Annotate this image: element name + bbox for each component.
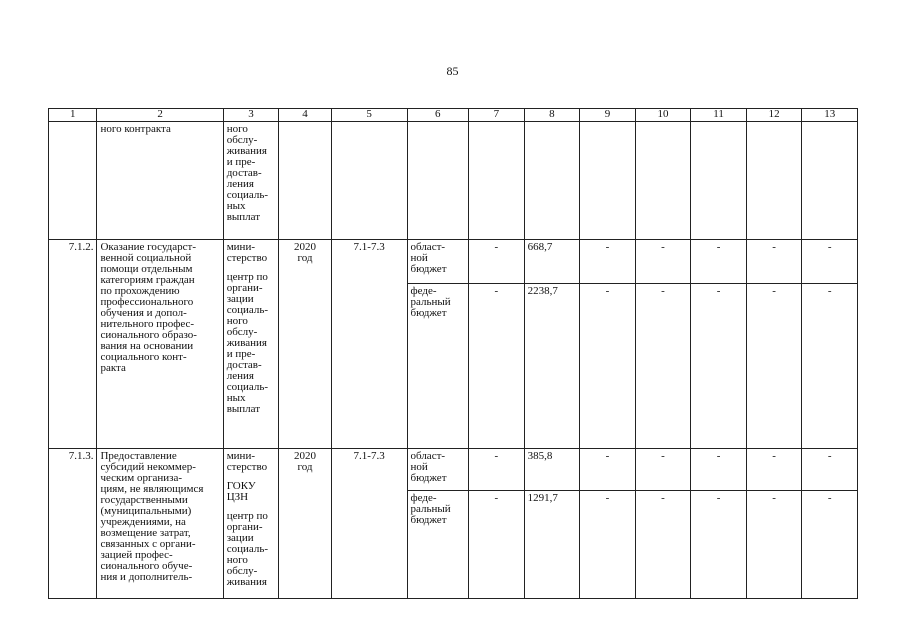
value-cell [469,122,525,240]
table-row [49,240,858,284]
header-cell: 1 [49,109,97,122]
header-cell: 13 [802,109,858,122]
ref-cell [331,122,407,240]
header-cell: 8 [524,109,580,122]
value-cell [691,122,747,240]
value-cell: - [691,449,747,491]
value-cell: 668,7 [524,240,580,284]
header-cell: 7 [469,109,525,122]
year-cell: 2020 год [279,449,332,599]
value-cell [635,122,691,240]
year-cell: 2020 год [279,240,332,449]
value-cell: 385,8 [524,449,580,491]
value-cell: - [802,449,858,491]
value-cell: - [580,449,636,491]
value-cell: - [802,240,858,284]
year-cell [279,122,332,240]
header-cell: 12 [746,109,802,122]
item-number: 7.1.2. [49,240,97,449]
value-cell: - [746,240,802,284]
value-cell: - [469,240,525,284]
executor-ministry: мини- стерство [226,450,268,473]
header-cell: 6 [407,109,469,122]
description-cell: Предоставление субсидий некоммер- ческим организа- циям, не являющимся государственными (муниципальными) учреждениями, на возмещение затрат, связанных с органи- зацией профес- сионального обуче- ния и дополнитель- [97,449,223,599]
description-cell: Оказание государст- венной социальной помощи отдельным категориям граждан по прохождению профессионального обучения и допол- нительного профес- сионального образо- вания на основании социального конт- ракта [97,240,223,449]
executor-cell [223,240,279,449]
value-cell: - [691,240,747,284]
value-cell: - [802,284,858,449]
value-cell: - [469,284,525,449]
ref-cell: 7.1-7.3 [331,240,407,449]
value-cell: 2238,7 [524,284,580,449]
value-cell: - [746,449,802,491]
value-cell: - [746,491,802,599]
value-cell: 1291,7 [524,491,580,599]
value-cell: - [635,491,691,599]
source-cell: феде- ральный бюджет [407,491,469,599]
header-row [49,109,858,122]
executor-center: центр по органи- зации социаль- ного обслу- живания [226,510,269,588]
ref-cell: 7.1-7.3 [331,449,407,599]
source-cell: област- ной бюджет [407,240,469,284]
value-cell: - [635,284,691,449]
executor-gоku: ГОКУ ЦЗН [226,480,256,503]
description-cell: ного контракта [97,122,223,240]
header-cell: 9 [580,109,636,122]
num-cell [49,122,97,240]
value-cell: - [802,491,858,599]
source-cell [407,122,469,240]
header-cell: 5 [331,109,407,122]
value-cell: - [635,240,691,284]
value-cell: - [746,284,802,449]
value-cell: - [691,491,747,599]
value-cell: - [469,449,525,491]
header-cell: 4 [279,109,332,122]
value-cell: - [580,284,636,449]
header-cell: 11 [691,109,747,122]
value-cell: - [469,491,525,599]
value-cell [580,122,636,240]
executor-cell [223,449,279,599]
table-row [49,449,858,491]
item-number: 7.1.3. [49,449,97,599]
table-row [49,122,858,240]
value-cell: - [580,240,636,284]
value-cell: - [580,491,636,599]
executor-cell: ного обслу- живания и пре- достав- ления социаль- ных выплат [223,122,279,240]
value-cell: - [691,284,747,449]
source-cell: област- ной бюджет [407,449,469,491]
value-cell [746,122,802,240]
value-cell: - [635,449,691,491]
header-cell: 2 [97,109,223,122]
header-cell: 3 [223,109,279,122]
value-cell [524,122,580,240]
value-cell [802,122,858,240]
budget-table [48,108,858,599]
source-cell: феде- ральный бюджет [407,284,469,449]
page-number: 85 [446,64,459,78]
executor-center: центр по органи- зации социаль- ного обслу- живания и пре- достав- ления социаль- ных выплат [226,271,269,415]
executor-ministry: мини- стерство [226,241,268,264]
header-cell: 10 [635,109,691,122]
